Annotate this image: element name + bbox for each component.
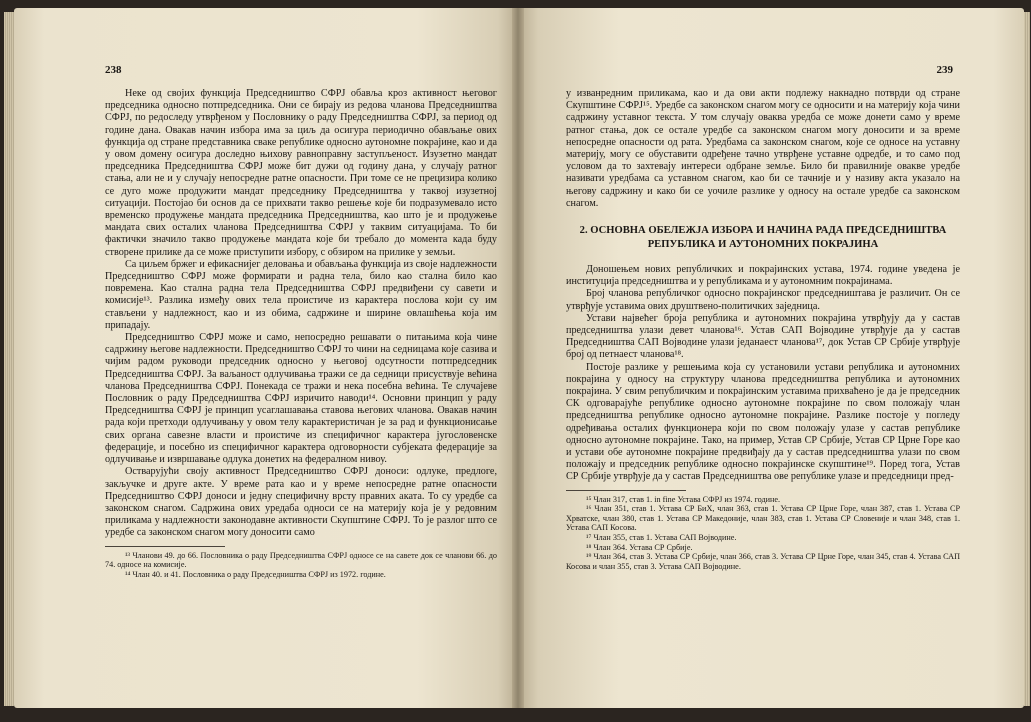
footnote-divider <box>105 546 225 547</box>
paragraph: у изванредним приликама, као и да ови акти подлежу накнадно потврди од стране Скупштине СФРЈ¹⁵. Уредбе са законском снагом могу се односити и на материју која чини садржину уставног текста. У том случају оваква уредба се може донети само у време ратног стања, док се остале уредбе са законском снагом могу доносити и за време непосредне опасности од рата. Уредбама са законском снагом, које се односе на уставну материју, могу се обуставити одређене тачно утврђене уставне одредбе, и то само под условом да то захтевају интереси одбране земље. Било би правилније овакве уредбе називати уредбама са уставном снагом, као би се тачније и у називу акта указало на његову садржину и како би се уочиле разлике у односу на остале уредбе са законском снагом. <box>566 88 960 209</box>
page-body <box>105 88 497 579</box>
page-edges-left <box>4 12 14 706</box>
paragraph: Са циљем бржег и ефикаснијег деловања и обављања функција из своје надлежности Председништво СФРЈ може формирати и радна тела, било као стална било као повремена. Као стална радна тела Председништва СФРЈ предвиђени су савети и комисије¹³. Разлика између ових тела проистиче из карактера послова који су им стављени у надлежност, као и из обима, садржине и ширине овлашћења која им припадају. <box>105 258 497 331</box>
paragraph: Председништво СФРЈ може и само, непосредно решавати о питањима која чине садржину његове надлежности. Председништво СФРЈ то чини на седницама које сазива и чијим радом руководи председник односно у његовој одсутности потпредседник Председништва СФРЈ. За ваљаност одлучивања тражи се да седници присуствује већина чланова Председништва СФРЈ. Понекада се тражи и нека посебна већина. Те случајеве Пословник о раду Председништва СФРЈ изричито наводи¹⁴. Основни принцип у раду Председништва СФРЈ је принцип усаглашавања ставова његових чланова. Овакав начин рада који претходи одлучивању у овом телу карактеристичан је за рад и функционисање свих органа савезне власти и проистиче из специфичног карактера југословенске федерације, и посебно из специфичног карактера одговорности субјеката федерације за одлучивање и извршавање одлука донетих на федералном нивоу. <box>105 332 497 466</box>
footnote: ¹⁶ Члан 351, став 1. Устава СР БиХ, члан 363, став 1. Устава СР Црне Горе, члан 387, став 1. Устава СР Хрватске, члан 380, став 1. Устава СР Македоније, члан 383, став 1. Устава СР Словеније и члан 348, став 1. Устава САП Косова. <box>566 504 960 533</box>
footnote: ¹⁴ Члан 40. и 41. Пословника о раду Председништва СФРЈ из 1972. године. <box>125 569 386 579</box>
section-heading: 2. ОСНОВНА ОБЕЛЕЖЈА ИЗБОРА И НАЧИНА РАДА ПРЕДСЕДНИШТВА РЕПУБЛИКА И АУТОНОМНИХ ПОКРАЈИНА <box>579 225 947 251</box>
footnotes <box>566 495 960 572</box>
page-number: 238 <box>105 64 122 76</box>
paragraph: Постоје разлике у решењима која су установили устави република и аутономних покрајина у односу на структуру чланова председништва република и аутономних покрајина. У свим републичким и покрајинским уставима прихваћено је да је председник СК одговарајуће републике односно аутономне покрајине по свом положају члан председништва републике односно аутономне покрајине. Разлике постоје у погледу одређивања осталих функционера који по свом положају улазе у састав републике односно аутономне покрајине. Тако, на пример, Устав СР Србије, Устав СР Црне Горе као и устави обе аутономне покрајине предвиђају да у састав председништва улази по свом положају и председник републике односно покрајинске скупштине¹⁹. Поред тога, Устав СР Србије утврђује да у састав Председништва ове републике улазе и председници пред- <box>566 361 960 483</box>
paragraph: Неке од својих функција Председништво СФРЈ обавља кроз активност његовог председника односно потпредседника. Они се бирају из редова чланова Председништва СФРЈ, по редоследу утврђеном у Пословнику о раду Председништва СФРЈ, за период од године дана. Овакав начин избора има за циљ да осигура периодично обављање ових функција од стране представника сваке републике односно аутономне покрајине, као и да у овом домену осигура доследно њихову равноправну заступљеност. Изузетно мандат председника Председништва СФРЈ може бит дужи од годину дана, у случају ратног стања, али не и у случају непосредне ратне опасности. При томе се не прецизира колико се дуго може продужити мандат председнику Председништва у таквој изузетној ситуацији. Постојао би основ да се прихвати такво решење које би подразумевало исто временско продужење мандата председника Председништва, као што је и продужење мандата свих осталих чланова Председништва СФРЈ у таквим ситуацијама. То би фактички значило такво продужење мандата које би требало до момента када буду створене прилике да се може приступити избору, с обзиром на прилике у земљи. <box>105 88 497 258</box>
left-page <box>14 8 518 708</box>
paragraph: Број чланова републичког односно покрајинског председништава је различит. Он се утврђује уставима ових друштвено-политичких заједница. <box>566 288 960 312</box>
footnote-divider <box>566 490 686 491</box>
book-gutter <box>512 8 524 708</box>
page-number: 239 <box>936 64 953 76</box>
paragraph: Остварујући своју активност Председништво СФРЈ доноси: одлуке, предлоге, закључке и друге акте. У време рата као и у време непосредне ратне опасности Председништво СФРЈ доноси и једну специфичну врсту правних аката. То су уредбе са законском снагом. Садржина ових уредаба односи се на материју која је у редовним приликама у надлежности законодавне активности Скупштине СФРЈ. То је разлог што се уредбе са законском снагом могу доносити само <box>105 466 497 539</box>
paragraph: Доношењем нових републичких и покрајинских устава, 1974. године уведена је институција председништва и у републикама и у аутономним покрајинама. <box>566 264 960 288</box>
page-edges-right <box>1024 12 1030 706</box>
right-page <box>518 8 1024 708</box>
paragraph: Устави највећег броја република и аутономних покрајина утврђују да у састав председништва улази девет чланова¹⁶. Устав САП Војводине утврђује да у састав Председништва САП Војводине улази једанаест чланова¹⁷, док Устав СР Србије утврђује број од петнаест чланова¹⁸. <box>566 312 960 361</box>
footnote: ¹³ Чланови 49. до 66. Пословника о раду Председништва СФРЈ односе се на савете док се чланови 66. до 74. односе на комисије. <box>105 550 497 570</box>
footnote: ¹⁵ Члан 317, став 1. in fine Устава СФРЈ из 1974. године. <box>586 494 781 504</box>
footnote: ¹⁸ Члан 364. Устава СР Србије. <box>586 542 693 552</box>
footnotes <box>105 551 497 580</box>
footnote: ¹⁹ Члан 364, став 3. Устава СР Србије, члан 366, став 3. Устава СР Црне Горе, члан 345, став 4. Устава САП Косова и члан 355, став 3. Устава САП Војводине. <box>566 552 960 571</box>
page-body <box>566 88 960 571</box>
footnote: ¹⁷ Члан 355, став 1. Устава САП Војводине. <box>586 533 737 543</box>
